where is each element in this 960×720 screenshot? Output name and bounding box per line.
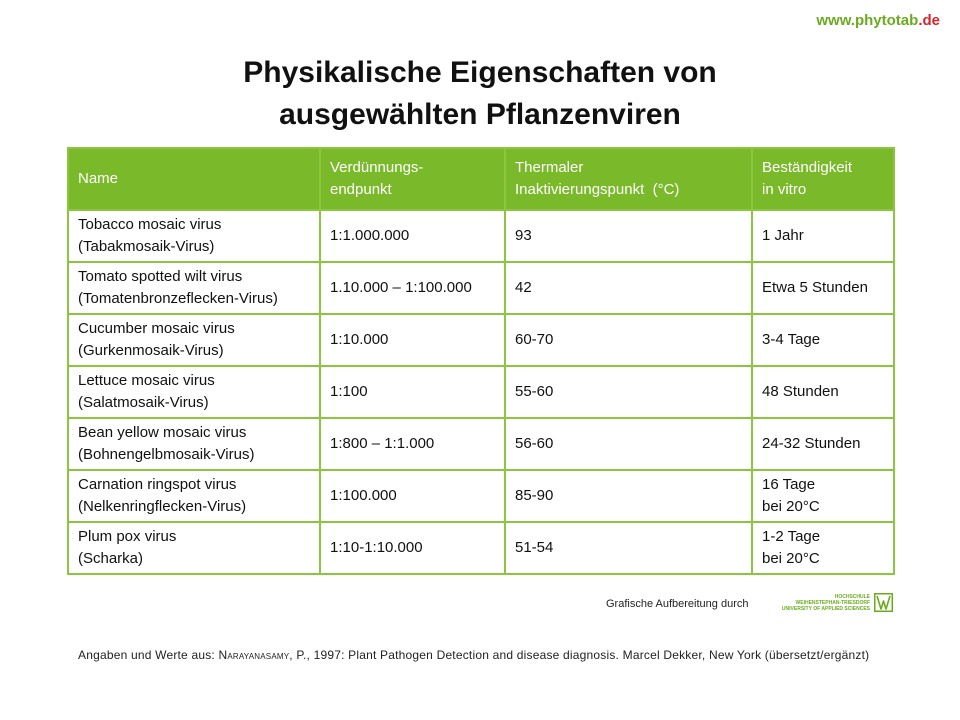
cell-thermal: 60-70 <box>505 314 752 366</box>
source-rest: , P., 1997: Plant Pathogen Detection and disease diagnosis. Marcel Dekker, New York (übersetzt/ergänzt) <box>289 648 870 662</box>
website-url-base: www.phytotab <box>816 12 919 29</box>
cell-thermal: 51-54 <box>505 522 752 574</box>
cell-stability: 16 Tage bei 20°C <box>752 470 894 522</box>
table-row <box>68 210 894 262</box>
website-url[interactable] <box>816 12 940 29</box>
cell-name: Plum pox virus (Scharka) <box>68 522 320 574</box>
table-row <box>68 262 894 314</box>
cell-thermal: 93 <box>505 210 752 262</box>
cell-stability: 24-32 Stunden <box>752 418 894 470</box>
table-header-row <box>68 148 894 210</box>
page-title <box>0 52 960 136</box>
source-citation <box>78 646 882 664</box>
table-row <box>68 314 894 366</box>
cell-dilution: 1:800 – 1:1.000 <box>320 418 505 470</box>
table-row <box>68 522 894 574</box>
source-author: Narayanasamy <box>218 648 290 662</box>
table-row <box>68 418 894 470</box>
cell-stability: 3-4 Tage <box>752 314 894 366</box>
cell-stability: Etwa 5 Stunden <box>752 262 894 314</box>
cell-stability: 1-2 Tage bei 20°C <box>752 522 894 574</box>
table-row <box>68 366 894 418</box>
logo-line-1: HOCHSCHULE <box>834 594 870 600</box>
credit-text: Grafische Aufbereitung durch <box>606 598 749 610</box>
cell-dilution: 1:1.000.000 <box>320 210 505 262</box>
table-row <box>68 470 894 522</box>
hsw-logo <box>768 592 894 614</box>
cell-name: Tobacco mosaic virus (Tabakmosaik-Virus) <box>68 210 320 262</box>
header-dilution-endpoint: Verdünnungs- endpunkt <box>320 148 505 210</box>
cell-stability: 48 Stunden <box>752 366 894 418</box>
hsw-logo-icon <box>874 593 893 612</box>
cell-dilution: 1:100.000 <box>320 470 505 522</box>
cell-thermal: 85-90 <box>505 470 752 522</box>
cell-thermal: 56-60 <box>505 418 752 470</box>
cell-dilution: 1:100 <box>320 366 505 418</box>
header-stability-in-vitro: Beständigkeit in vitro <box>752 148 894 210</box>
logo-line-2: WEIHENSTEPHAN-TRIESDORF <box>795 600 870 606</box>
cell-thermal: 55-60 <box>505 366 752 418</box>
cell-name: Bean yellow mosaic virus (Bohnengelbmosaik-Virus) <box>68 418 320 470</box>
virus-properties-table <box>67 147 895 575</box>
title-line-2: ausgewählten Pflanzenviren <box>279 98 681 131</box>
logo-line-3: UNIVERSITY OF APPLIED SCIENCES <box>781 606 870 612</box>
cell-name: Carnation ringspot virus (Nelkenringflecken-Virus) <box>68 470 320 522</box>
cell-dilution: 1:10.000 <box>320 314 505 366</box>
header-name: Name <box>68 148 320 210</box>
cell-dilution: 1.10.000 – 1:100.000 <box>320 262 505 314</box>
cell-name: Tomato spotted wilt virus (Tomatenbronzeflecken-Virus) <box>68 262 320 314</box>
website-url-tld: .de <box>918 12 940 29</box>
source-prefix: Angaben und Werte aus: <box>78 648 219 662</box>
cell-name: Lettuce mosaic virus (Salatmosaik-Virus) <box>68 366 320 418</box>
cell-name: Cucumber mosaic virus (Gurkenmosaik-Virus) <box>68 314 320 366</box>
cell-stability: 1 Jahr <box>752 210 894 262</box>
cell-thermal: 42 <box>505 262 752 314</box>
title-line-1: Physikalische Eigenschaften von <box>243 56 717 89</box>
cell-dilution: 1:10-1:10.000 <box>320 522 505 574</box>
header-thermal-inactivation: Thermaler Inaktivierungspunkt (°C) <box>505 148 752 210</box>
